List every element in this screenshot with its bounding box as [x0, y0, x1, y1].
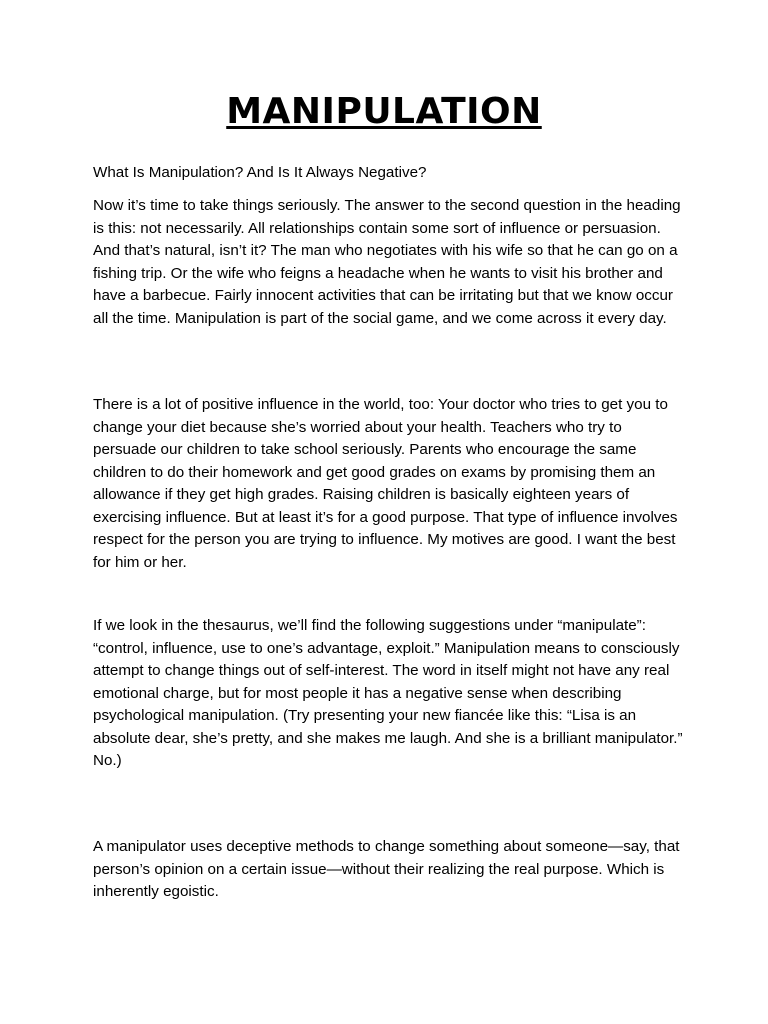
paragraph-2: There is a lot of positive influence in the world, too: Your doctor who tries to get you to change your diet because she’s worried about your health. Teachers who try to persuade our children to take school seriously. Parents who encourage the same children to do their homework and get good grades on exams by promising them an allowance if they get high grades. Raising children is basically eighteen years of exercising influence. But at least it’s for a good purpose. That type of influence involves respect for the person you are trying to influence. My motives are good. I want the best for him or her. — [93, 396, 678, 571]
page-title — [0, 86, 768, 138]
page-title-text: MANIPULATION — [226, 91, 542, 132]
paragraph-4: A manipulator uses deceptive methods to change something about someone—say, that person’s opinion on a certain issue—without their realizing the real purpose. Which is inherently egoistic. — [93, 838, 680, 900]
paragraph-3: If we look in the thesaurus, we’ll find the following suggestions under “manipulate”: “control, influence, use to one’s advantage, exploit.” Manipulation means to consciously attempt to change things out of self-interest. The word in itself might not have any real emotional charge, but for most people it has a negative sense when describing psychological manipulation. (Try presenting your new fiancée like this: “Lisa is an absolute dear, she’s pretty, and she makes me laugh. And she is a brilliant manipulator.” No.) — [93, 617, 683, 769]
paragraph-1: Now it’s time to take things seriously. The answer to the second question in the heading is this: not necessarily. All relationships contain some sort of influence or persuasion. And that’s natural, isn’t it? The man who negotiates with his wife so that he can go on a fishing trip. Or the wife who feigns a headache when he wants to visit his brother and have a barbecue. Fairly innocent activities that can be irritating but that we know occur all the time. Manipulation is part of the social game, and we come across it every day. — [93, 197, 681, 327]
section-subheading: What Is Manipulation? And Is It Always Negative? — [93, 164, 427, 181]
